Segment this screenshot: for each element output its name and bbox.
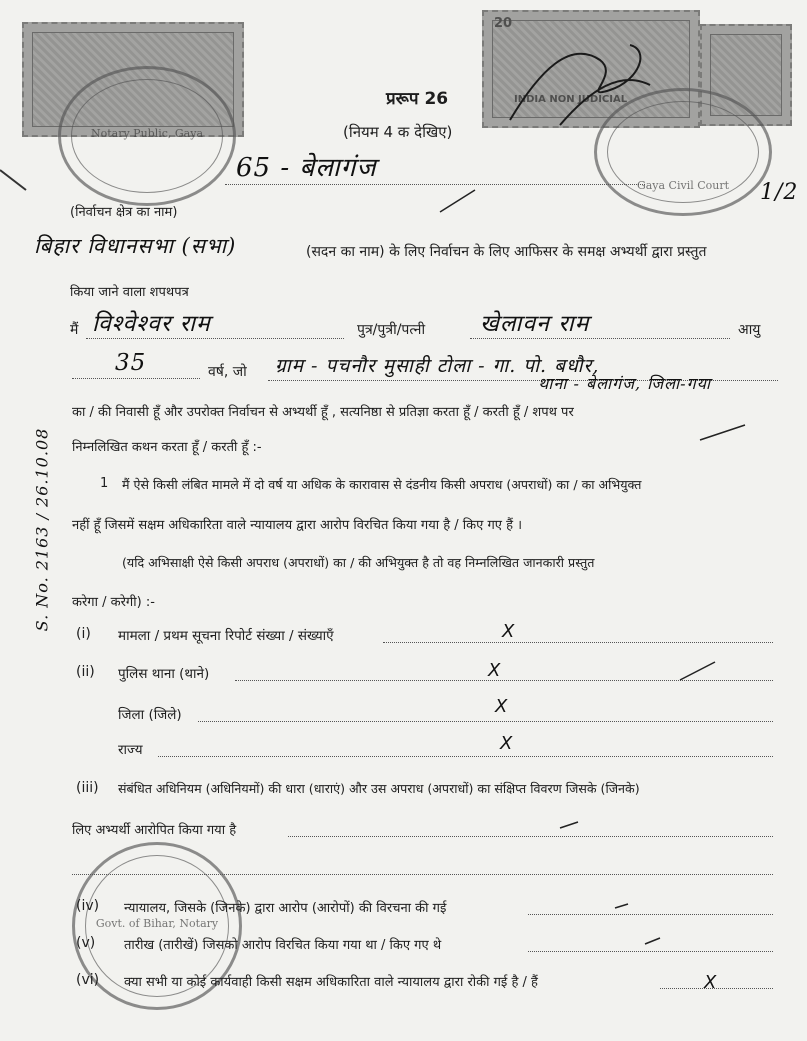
clause-1-number: 1 [100,476,109,491]
state-label: राज्य [118,742,143,758]
item-i-cross: X [502,621,515,642]
page-number: 1/2 [760,180,799,205]
statement-line-1: का / की निवासी हूँ और उपरोक्त निर्वाचन से अभ्यर्थी हूँ , सत्यनिष्ठा से प्रतिज्ञा करता हूँ / करती हूँ / शपथ पर [72,405,574,420]
father-name-handwritten: खेलावन राम [480,311,590,337]
house-name-handwritten: बिहार विधानसभा (सभा) [34,234,237,258]
constituency-handwritten: 65 - बेलागंज [236,153,377,183]
address-handwritten-2: थाना - बेलागंज, जिला-गया [538,374,711,393]
statement-line-2: निम्नलिखित कथन करता हूँ / करती हूँ :- [72,440,262,455]
item-vi-number: (vi) [76,972,100,988]
deponent-prefix: मैं [70,322,79,338]
item-ii-cross: X [488,660,501,681]
seal-text: Notary Public, Gaya [90,127,204,140]
clause-1-text-1: मैं ऐसे किसी लंबित मामले में दो वर्ष या अधिक के कारावास से दंडनीय किसी अपराध (अपराधों) का / का अभियुक्त [122,477,642,492]
item-iv-number: (iv) [76,898,100,914]
constituency-label: (निर्वाचन क्षेत्र का नाम) [70,205,178,220]
stamp-value: 20 [494,16,513,31]
item-vi-label: क्या सभी या कोई कार्यवाही किसी सक्षम अधिकारिता वाले न्यायालय द्वारा रोकी गई है / हैं [124,975,538,990]
district-cross: X [495,696,508,717]
seal-text: Gaya Civil Court [636,179,730,192]
item-ii-label: पुलिस थाना (थाने) [118,666,210,682]
item-iii-label-2: लिए अभ्यर्थी आरोपित किया गया है [72,823,237,838]
district-label: जिला (जिले) [118,707,182,723]
item-iii-number: (iii) [76,780,99,796]
item-i-number: (i) [76,626,91,642]
constituency-label-text: निर्वाचन क्षेत्र का नाम [75,205,173,220]
years-label: वर्ष, जो [208,364,247,380]
item-iii-label: संबंधित अधिनियम (अधिनियमों) की धारा (धाराएं) और उस अपराध (अपराधों) का संक्षिप्त विवरण जिसके (जिनके) [118,781,640,796]
stamp-name: INDIA NON JUDICIAL [514,94,628,105]
intro-line-1: (सदन का नाम) के लिए निर्वाचन के लिए आफिसर के समक्ष अभ्यर्थी द्वारा प्रस्तुत [306,244,707,260]
deponent-name-handwritten: विश्वेश्वर राम [92,311,211,337]
address-handwritten: ग्राम - पचनौर मुसाही टोला - गा. पो. बधौर, [275,355,600,377]
item-v-number: (v) [76,935,96,951]
item-vi-cross: X [704,972,717,993]
clause-1-note-1: (यदि अभिसाक्षी ऐसे किसी अपराध (अपराधों) का / की अभियुक्त है तो वह निम्नलिखित जानकारी प्रस्तुत [122,555,595,570]
state-cross: X [500,733,513,754]
item-iv-label: न्यायालय, जिसके (जिनके) द्वारा आरोप (आरोपों) की विरचना की गई [124,901,447,916]
relation-label: पुत्र/पुत्री/पत्नी [357,322,426,338]
clause-1-text-2: नहीं हूँ जिसमें सक्षम अधिकारिता वाले न्यायालय द्वारा आरोप विरचित किया गया है / किए गए हैं । [72,518,523,533]
seal-text: Govt. of Bihar, Notary [95,917,219,930]
item-i-label: मामला / प्रथम सूचना रिपोर्ट संख्या / संख्याएँ [118,628,334,644]
rule-reference: (नियम 4 क देखिए) [343,123,453,141]
form-title: प्ररूप 26 [386,89,449,109]
margin-serial-handwritten: S. No. 2163 / 26.10.08 [32,427,52,632]
clause-1-note-2: करेगा / करेगी) :- [72,595,155,610]
item-v-label: तारीख (तारीखें) जिसको आरोप विरचित किया गया था / किए गए थे [124,938,442,953]
item-ii-number: (ii) [76,664,95,680]
age-handwritten: 35 [115,350,147,376]
age-label: आयु [738,322,761,338]
intro-line-2: किया जाने वाला शपथपत्र [70,285,189,300]
